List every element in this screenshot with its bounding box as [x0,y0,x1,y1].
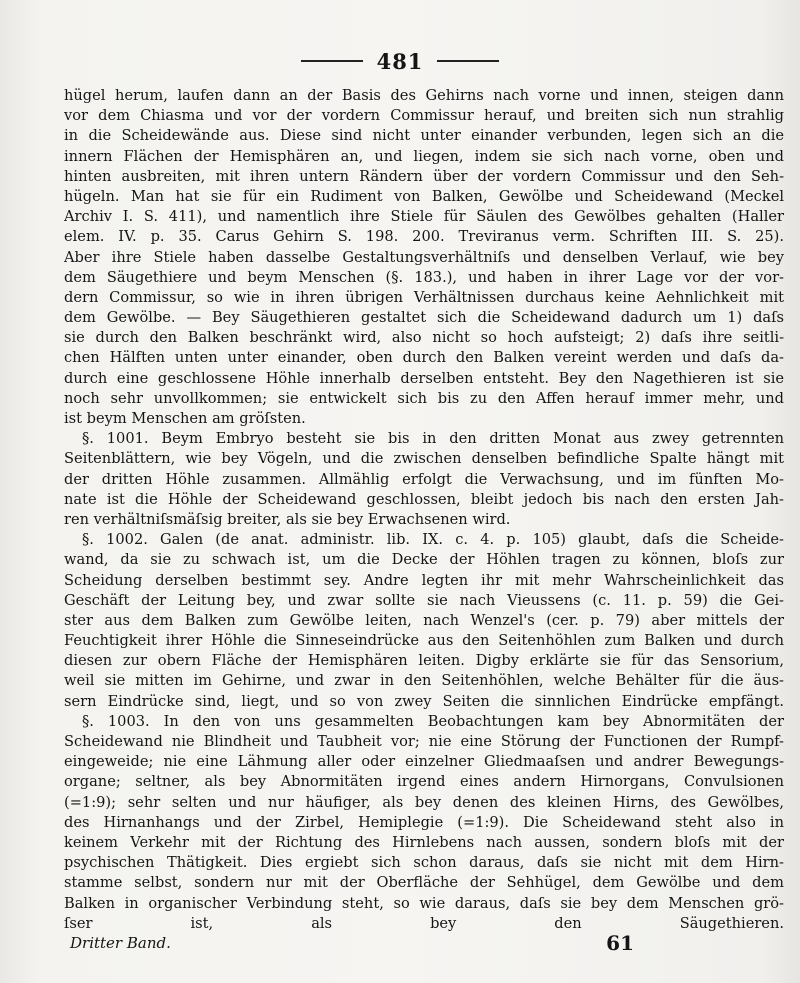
text-line: dem Gewölbe. — Bey Säugethieren gestaltet sich die Scheidewand dadurch um 1) daſs [64,309,784,327]
text-line: §. 1001. Beym Embryo besteht sie bis in den dritten Monat aus zwey getrennten [82,430,784,448]
text-line: ren verhältniſsmäſsig breiter, als sie bey Erwachsenen wird. [64,510,511,528]
text-line: weil sie mitten im Gehirne, und zwar in den Seitenhöhlen, welche Behälter für die äus- [64,672,784,690]
text-line: (=1:9); sehr selten und nur häufiger, als bey denen des kleinen Hirns, des Gewölbes, [64,793,784,811]
text-line: ſser ist, als bey den Säugethieren. [64,914,784,932]
text-line: §. 1003. In den von uns gesammelten Beobachtungen kam bey Abnormitäten der [82,712,784,730]
header-rule-right [437,60,499,62]
text-line: hinten ausbreiten, mit ihren untern Rändern über der vordern Commissur und den Seh- [64,167,784,185]
text-line: organe; seltner, als bey Abnormitäten irgend eines andern Hirnorgans, Convulsionen [64,773,784,791]
text-line: Aber ihre Stiele haben dasselbe Gestaltungsverhältniſs und denselben Verlauf, wie bey [64,248,784,266]
text-line: eingeweide; nie eine Lähmung aller oder einzelner Gliedmaaſsen und andrer Bewegungs- [64,753,784,771]
text-line: hügeln. Man hat sie für ein Rudiment von Balken, Gewölbe und Scheidewand (Meckel [64,187,784,205]
page-header [0,44,800,78]
text-line: vor dem Chiasma und vor der vordern Commissur herauf, und breiten sich nun strahlig [64,107,784,125]
text-line: dern Commissur, so wie in ihren übrigen Verhältnissen durchaus keine Aehnlichkeit mit [64,288,784,306]
text-line: Seitenblättern, wie bey Vögeln, und die zwischen denselben befindliche Spalte hängt mit [64,450,784,468]
text-line: innern Flächen der Hemisphären an, und liegen, indem sie sich nach vorne, oben und [64,147,784,165]
text-line: Feuchtigkeit ihrer Höhle die Sinneseindrücke aus den Seitenhöhlen zum Balken und durch [64,632,784,650]
text-line: Scheidewand nie Blindheit und Taubheit vor; nie eine Störung der Functionen der Rumpf- [64,733,784,750]
text-line: psychischen Thätigkeit. Dies ergiebt sich schon daraus, daſs sie nicht mit dem Hirn- [64,854,784,872]
text-line: ster aus dem Balken zum Gewölbe leiten, nach Wenzel's (cer. p. 79) aber mittels der [64,611,784,629]
header-rule-left [301,60,363,62]
text-line: Scheidung derselben bestimmt sey. Andre legten ihr mit mehr Wahrscheinlichkeit das [64,571,784,589]
text-line: durch eine geschlossene Höhle innerhalb derselben entsteht. Bey den Nagethieren ist sie [64,369,784,387]
body-text [64,86,784,934]
signature-mark: Dritter Band. [70,934,171,952]
text-line: sern Eindrücke sind, liegt, und so von zwey Seiten die sinnlichen Eindrücke empfängt. [64,692,784,710]
text-line: Archiv I. S. 411), und namentlich ihre Stiele für Säulen des Gewölbes gehalten (Haller [64,208,784,226]
text-line: stamme selbst, sondern nur mit der Oberfläche der Sehhügel, dem Gewölbe und dem [64,874,784,892]
text-line: noch sehr unvollkommen; sie entwickelt sich bis zu den Affen herauf immer mehr, und [64,389,784,407]
text-line: elem. IV. p. 35. Carus Gehirn S. 198. 200. Treviranus verm. Schriften III. S. 25). [64,228,784,246]
text-line: ist beym Menschen am gröſsten. [64,410,306,427]
text-line: hügel herum, laufen dann an der Basis des Gehirns nach vorne und innen, steigen dann [64,87,784,104]
text-line: dem Säugethiere und beym Menschen (§. 183.), und haben in ihrer Lage vor der vor- [64,268,784,286]
text-line: wand, da sie zu schwach ist, um die Decke der Höhlen tragen zu können, bloſs zur [64,551,784,569]
sheet-number: 61 [606,931,634,955]
text-line: Balken in organischer Verbindung steht, so wie daraus, daſs sie bey dem Menschen grö- [64,894,784,912]
page-footer [64,930,784,956]
text-line: diesen zur obern Fläche der Hemisphären leiten. Digby erklärte sie für das Sensorium, [64,652,784,670]
text-line: in die Scheidewände aus. Diese sind nicht unter einander verbunden, legen sich an die [64,127,784,145]
text-line: keinem Verkehr mit der Richtung des Hirnlebens nach aussen, sondern bloſs mit der [64,833,784,851]
page-number: 481 [376,48,424,74]
text-line: Geschäft der Leitung bey, und zwar sollte sie nach Vieussens (c. 11. p. 59) die Gei- [64,591,784,609]
text-line: des Hirnanhangs und der Zirbel, Hemiplegie (=1:9). Die Scheidewand steht also in [64,813,784,831]
text-line: §. 1002. Galen (de anat. administr. lib. IX. c. 4. p. 105) glaubt, daſs die Scheide- [82,531,784,549]
text-line: sie durch den Balken beschränkt wird, also nicht so hoch aufsteigt; 2) daſs ihre seitli- [64,329,784,347]
text-line: nate ist die Höhle der Scheidewand geschlossen, bleibt jedoch bis nach den ersten Jah- [64,490,784,508]
text-line: chen Hälften unten unter einander, oben durch den Balken vereint werden und daſs da- [64,349,784,367]
text-line: der dritten Höhle zusammen. Allmählig erfolgt die Verwachsung, und im fünften Mo- [64,470,784,488]
